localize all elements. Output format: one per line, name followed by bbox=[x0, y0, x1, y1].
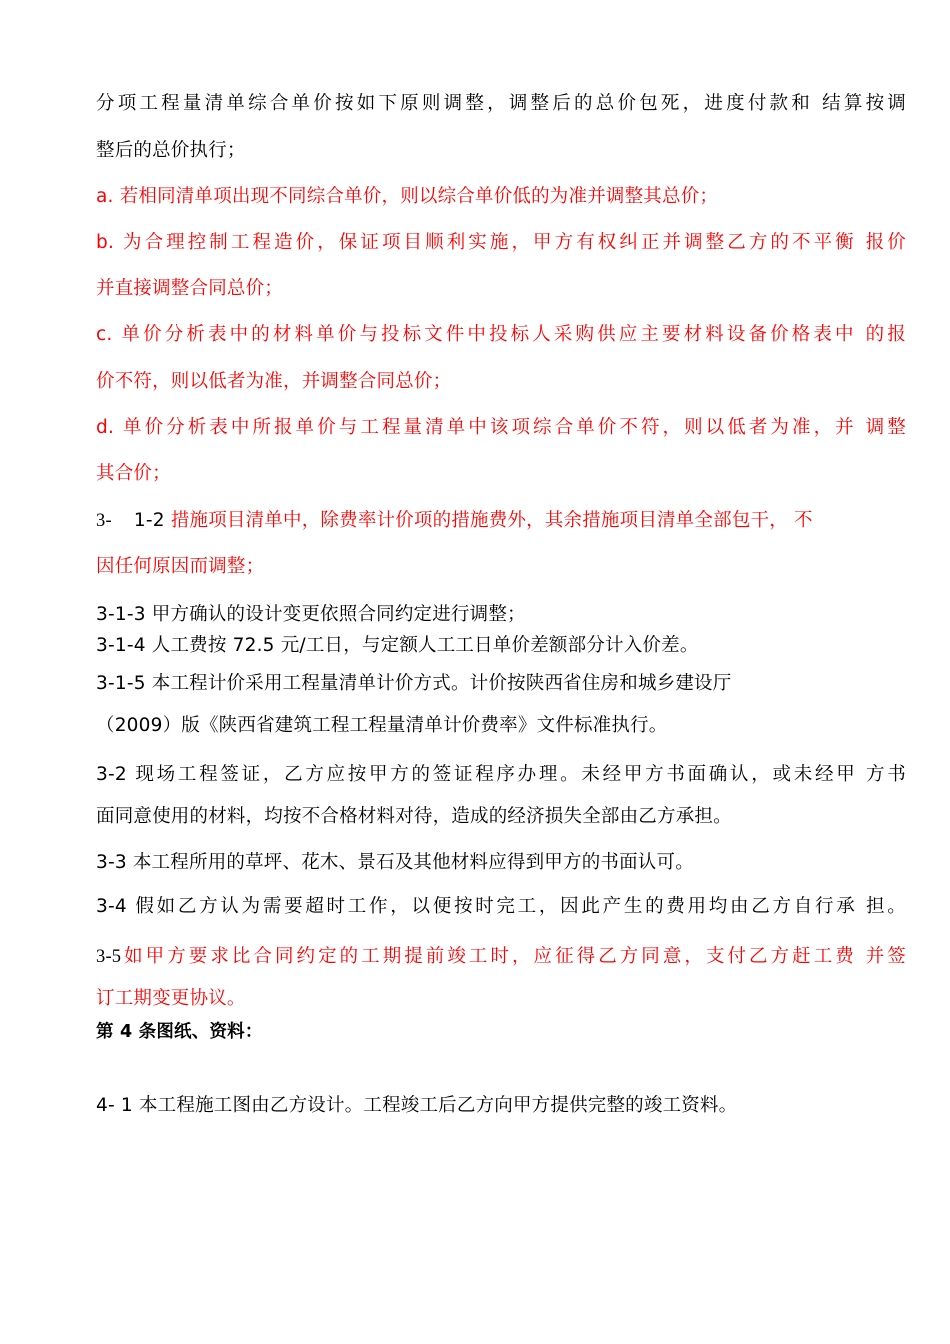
paragraph-line-2: 整后的总价执行； bbox=[96, 140, 246, 161]
clause-b-line-2: 并直接调整合同总价； bbox=[96, 278, 284, 299]
clause-3-1-2-label: 1-2 bbox=[133, 510, 165, 531]
clause-3-1-5-line-1: 3-1-5 本工程计价采用工程量清单计价方式。计价按陕西省住房和城乡建设厅 bbox=[96, 673, 732, 694]
paragraph-line-1: 分项工程量清单综合单价按如下原则调整，调整后的总价包死，进度付款和 结算按调 bbox=[96, 93, 906, 114]
clause-3-2-line-2: 面同意使用的材料，均按不合格材料对待，造成的经济损失全部由乙方承担。 bbox=[96, 806, 732, 827]
clause-3-5-label: 3-5 bbox=[96, 947, 122, 967]
clause-b-line-1: b. 为合理控制工程造价，保证项目顺利实施，甲方有权纠正并调整乙方的不平衡 报价 bbox=[96, 232, 906, 253]
clause-d-line-2: 其合价； bbox=[96, 463, 171, 484]
clause-3-1-3-line: 3-1-3 甲方确认的设计变更依照合同约定进行调整； bbox=[96, 604, 526, 625]
clause-c-line-2: 价不符，则以低者为准，并调整合同总价； bbox=[96, 371, 452, 392]
clause-3-1-2-line-2: 因任何原因而调整； bbox=[96, 556, 265, 577]
clause-3-5-line-2: 订工期变更协议。 bbox=[96, 988, 246, 1009]
clause-3-1-5-line-2: （2009）版《陕西省建筑工程工程量清单计价费率》文件标准执行。 bbox=[96, 715, 668, 736]
clause-3-5-text: 如甲方要求比合同约定的工期提前竣工时，应征得乙方同意，支付乙方赶工费 并签 bbox=[121, 946, 906, 967]
clause-c-line-1: c. 单价分析表中的材料单价与投标文件中投标人采购供应主要材料设备价格表中 的报 bbox=[96, 324, 906, 345]
clause-3-1-2-text: 措施项目清单中，除费率计价项的措施费外，其余措施项目清单全部包干， 不 bbox=[170, 510, 813, 531]
clause-3-1-2-prefix: 3- bbox=[96, 511, 112, 531]
clause-d-line-1: d. 单价分析表中所报单价与工程量清单中该项综合单价不符，则以低者为准，并 调整 bbox=[96, 417, 906, 438]
clause-3-1-2-line-1 bbox=[96, 509, 906, 533]
clause-3-2-line-1: 3-2 现场工程签证，乙方应按甲方的签证程序办理。未经甲方书面确认，或未经甲 方书 bbox=[96, 764, 906, 785]
clause-4-1-line: 4- 1 本工程施工图由乙方设计。工程竣工后乙方向甲方提供完整的竣工资料。 bbox=[96, 1095, 738, 1116]
clause-3-4-line: 3-4 假如乙方认为需要超时工作，以便按时完工，因此产生的费用均由乙方自行承 担。 bbox=[96, 896, 906, 917]
section-4-heading: 第 4 条图纸、资料： bbox=[96, 1022, 263, 1042]
clause-3-5-line-1 bbox=[96, 945, 906, 969]
clause-3-3-line: 3-3 本工程所用的草坪、花木、景石及其他材料应得到甲方的书面认可。 bbox=[96, 852, 694, 873]
clause-a-line: a. 若相同清单项出现不同综合单价，则以综合单价低的为准并调整其总价； bbox=[96, 186, 719, 207]
clause-3-1-4-line: 3-1-4 人工费按 72.5 元/工日，与定额人工工日单价差额部分计入价差。 bbox=[96, 635, 699, 656]
